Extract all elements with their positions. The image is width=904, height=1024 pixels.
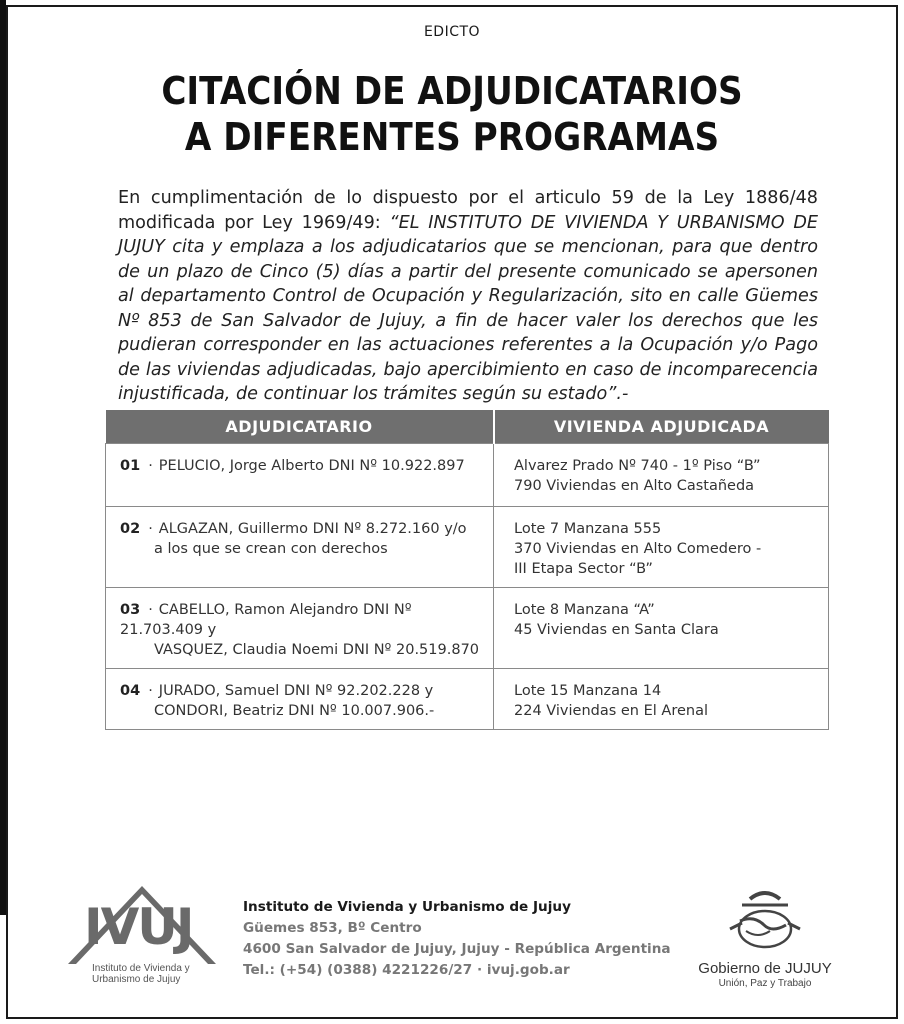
header-adjudicatario: ADJUDICATARIO	[106, 410, 494, 444]
vivienda-line: Lote 15 Manzana 14	[514, 683, 662, 699]
table-row	[106, 444, 829, 507]
row-number: 03	[120, 602, 141, 618]
adjudicatario-cell	[106, 507, 494, 588]
adjudicatarios-table	[105, 410, 829, 730]
edicto-label: EDICTO	[423, 24, 481, 40]
adjudicatario-line: ALGAZAN, Guillermo DNI Nº 8.272.160 y/o	[158, 521, 467, 537]
table-row	[106, 588, 829, 669]
address-line: 4600 San Salvador de Jujuy, Jujuy - República Argentina	[243, 941, 671, 957]
adjudicatario-line: CONDORI, Beatriz DNI Nº 10.007.906.-	[154, 703, 435, 719]
adjudicatario-line: a los que se crean con derechos	[154, 541, 388, 557]
vivienda-line: 224 Viviendas en El Arenal	[514, 703, 708, 719]
vivienda-cell	[494, 588, 829, 669]
adjudicatario-line: PELUCIO, Jorge Alberto DNI Nº 10.922.897	[158, 458, 465, 474]
page-title	[45, 68, 859, 160]
phone-web-line: Tel.: (+54) (0388) 4221226/27 · ivuj.gob.ar	[243, 962, 570, 978]
bullet-separator: ·	[148, 521, 153, 537]
vivienda-cell	[494, 669, 829, 730]
contact-block	[243, 897, 671, 981]
vivienda-line: 790 Viviendas en Alto Castañeda	[514, 478, 755, 494]
table-header-row	[106, 410, 829, 444]
vivienda-cell	[494, 444, 829, 507]
adjudicatario-line: VASQUEZ, Claudia Noemi DNI Nº 20.519.870	[154, 642, 480, 658]
intro-paragraph	[118, 186, 818, 407]
bullet-separator: ·	[148, 683, 153, 699]
header-vivienda: VIVIENDA ADJUDICADA	[494, 410, 829, 444]
row-number: 01	[120, 458, 141, 474]
intro-quote-text: “EL INSTITUTO DE VIVIENDA Y URBANISMO DE JUJUY cita y emplaza a los adjudicatarios que se mencionan, para que dentro de un plazo de Cinco (5) días a partir del presente comunicado se apersonen al departamento Control de Ocupación y Regularización, sito en calle Güemes Nº 853 de San Salvador de Jujuy, a fin de hacer valer los derechos que les pudieran corresponder en las actuaciones referentes a la Ocupación y/o Pago de las viviendas adjudicadas, bajo apercibimiento en caso de incomparecencia injustificada, de continuar los trámites según su estado”.-	[118, 212, 818, 404]
address-line: Güemes 853, Bº Centro	[243, 920, 422, 936]
ivuj-logo-sub-line: Instituto de Vivienda y	[92, 963, 190, 974]
adjudicatario-cell	[106, 669, 494, 730]
gobierno-jujuy-handshake-emblem-icon	[720, 885, 810, 955]
gobierno-motto: Unión, Paz y Trabajo	[718, 978, 812, 989]
org-name: Instituto de Vivienda y Urbanismo de Jujuy	[243, 899, 571, 915]
adjudicatario-line: JURADO, Samuel DNI Nº 92.202.228 y	[158, 683, 434, 699]
vivienda-line: Alvarez Prado Nº 740 - 1º Piso “B”	[514, 458, 761, 474]
title-line-1: CITACIÓN DE ADJUDICATARIOS	[161, 69, 743, 113]
vivienda-line: 370 Viviendas en Alto Comedero -	[514, 541, 762, 557]
ivuj-logo-text: IVUJ	[84, 898, 193, 956]
adjudicatario-cell	[106, 444, 494, 507]
gobierno-jujuy-logo	[690, 885, 840, 989]
gobierno-name: Gobierno de JUJUY	[698, 960, 832, 977]
table-row	[106, 507, 829, 588]
adjudicatario-line: CABELLO, Ramon Alejandro DNI Nº 21.703.409 y	[120, 602, 412, 638]
bullet-separator: ·	[148, 458, 153, 474]
bullet-separator: ·	[148, 602, 153, 618]
ivuj-logo-subtitle	[92, 963, 190, 985]
intro-plain-text: En cumplimentación de lo dispuesto por el articulo 59 de la Ley 1886/48 modificada por Ley 1969/49:	[118, 188, 818, 233]
row-number: 04	[120, 683, 141, 699]
vivienda-line: III Etapa Sector “B”	[514, 561, 653, 577]
vivienda-cell	[494, 507, 829, 588]
title-line-2: A DIFERENTES PROGRAMAS	[184, 115, 720, 159]
vivienda-line: 45 Viviendas en Santa Clara	[514, 622, 719, 638]
vivienda-line: Lote 8 Manzana “A”	[514, 602, 655, 618]
row-number: 02	[120, 521, 141, 537]
adjudicatario-cell	[106, 588, 494, 669]
ivuj-logo-sub-line: Urbanismo de Jujuy	[92, 974, 181, 985]
vivienda-line: Lote 7 Manzana 555	[514, 521, 662, 537]
table-row	[106, 669, 829, 730]
